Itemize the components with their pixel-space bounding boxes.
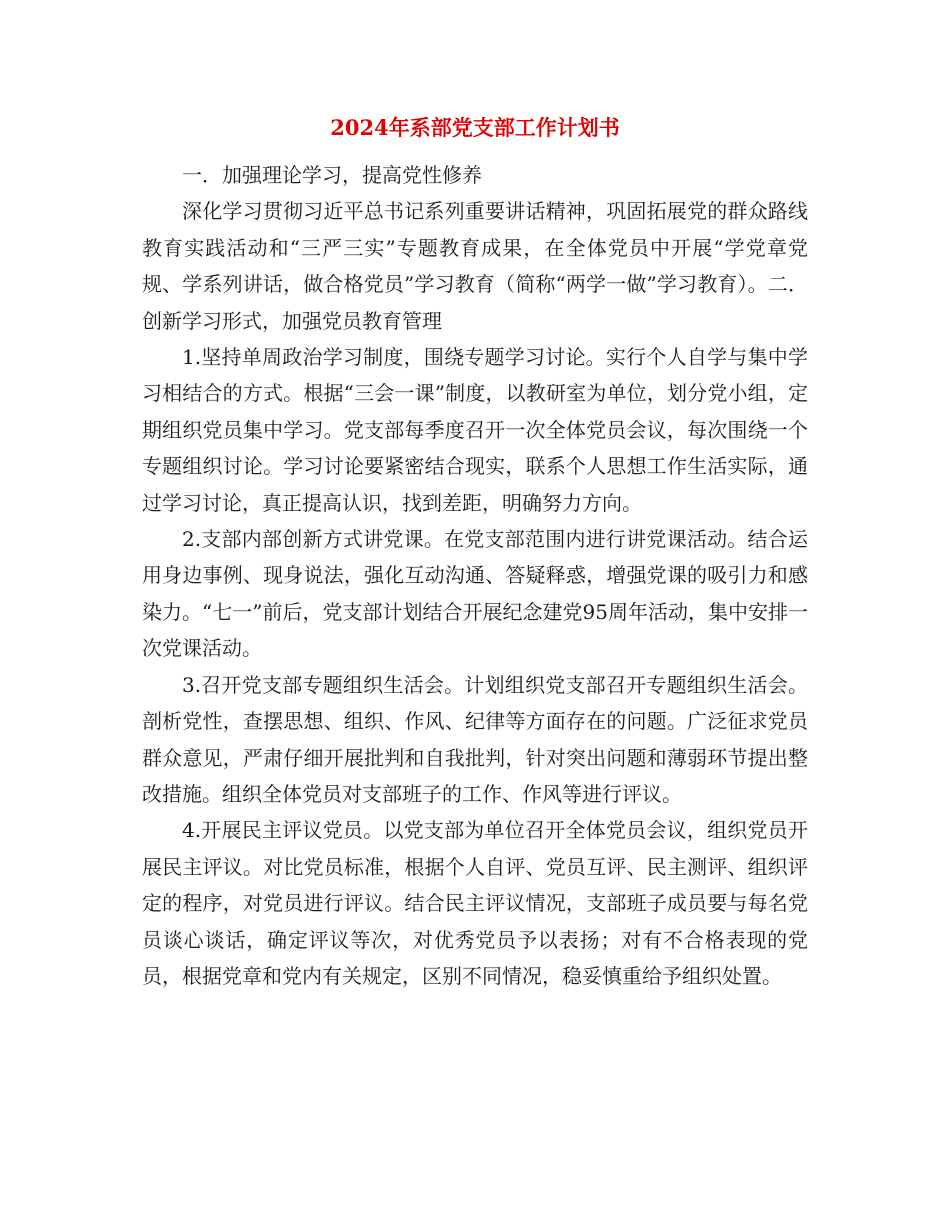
body-paragraph: 4.开展民主评议党员。以党支部为单位召开全体党员会议，组织党员开展民主评议。对比党员标准，根据个人自评、党员互评、民主测评、组织评定的程序，对党员进行评议。结合民主评议情况，支部班子成员要与每名党员谈心谈话，确定评议等次，对优秀党员予以表扬；对有不合格表现的党员，根据党章和党内有关规定，区别不同情况，稳妥慎重给予组织处置。 (142, 818, 808, 988)
document-title: 2024年系部党支部工作计划书 (330, 115, 620, 140)
document-body (142, 157, 808, 994)
body-paragraph: 2.支部内部创新方式讲党课。在党支部范围内进行讲党课活动。结合运用身边事例、现身说法，强化互动沟通、答疑释惑，增强党课的吸引力和感染力。“七一”前后，党支部计划结合开展纪念建党95周年活动，集中安排一次党课活动。 (142, 527, 808, 661)
body-paragraph: 3.召开党支部专题组织生活会。计划组织党支部召开专题组织生活会。剖析党性，查摆思想、组织、作风、纪律等方面存在的问题。广泛征求党员群众意见，严肃仔细开展批判和自我批判，针对突出问题和薄弱环节提出整改措施。组织全体党员对支部班子的工作、作风等进行评议。 (142, 672, 808, 806)
body-paragraph: 深化学习贯彻习近平总书记系列重要讲话精神，巩固拓展党的群众路线教育实践活动和“三严三实”专题教育成果，在全体党员中开展“学党章党规、学系列讲话，做合格党员”学习教育（简称“两学一做”学习教育）。二．创新学习形式，加强党员教育管理 (142, 199, 808, 333)
section-heading: 一．加强理论学习，提高党性修养 (182, 163, 482, 187)
body-paragraph: 1.坚持单周政治学习制度，围绕专题学习讨论。实行个人自学与集中学习相结合的方式。根据“三会一课”制度，以教研室为单位，划分党小组，定期组织党员集中学习。党支部每季度召开一次全体党员会议，每次围绕一个专题组织讨论。学习讨论要紧密结合现实，联系个人思想工作生活实际，通过学习讨论，真正提高认识，找到差距，明确努力方向。 (142, 345, 808, 515)
